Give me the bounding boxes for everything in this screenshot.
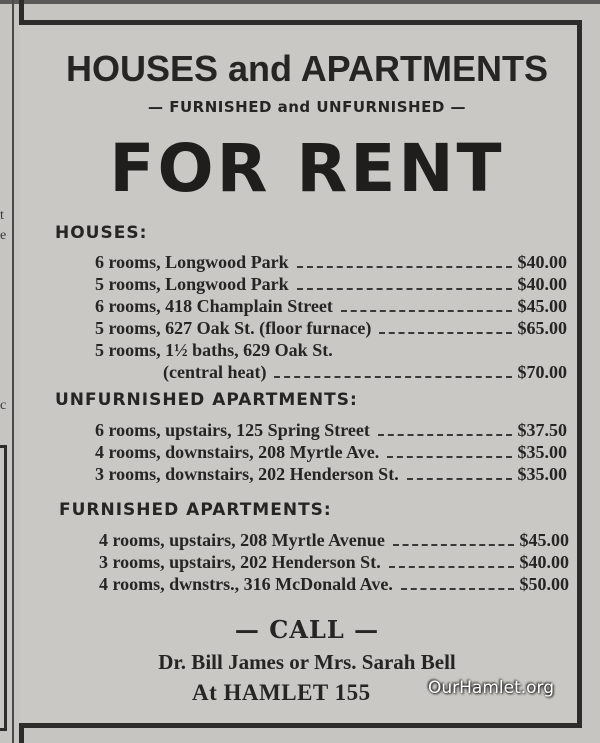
listing-description: 6 rooms, upstairs, 125 Spring Street [95, 420, 370, 440]
watermark: OurHamlet.org [428, 678, 555, 698]
section-heading-furnished: FURNISHED APARTMENTS: [59, 500, 332, 520]
dot-leader [401, 588, 514, 590]
dot-leader [387, 456, 511, 458]
listing-description: 4 rooms, upstairs, 208 Myrtle Avenue [99, 530, 385, 550]
listing-description: 6 rooms, Longwood Park [95, 252, 289, 272]
ad-title: HOUSES and APARTMENTS [65, 48, 549, 89]
contact-names: Dr. Bill James or Mrs. Sarah Bell [158, 650, 456, 674]
section-heading-houses: HOUSES: [55, 223, 148, 243]
contact-phone: At HAMLET 155 [192, 680, 371, 705]
listing-description: 3 rooms, upstairs, 202 Henderson St. [99, 552, 381, 572]
listing-price: $50.00 [519, 574, 569, 594]
list-item [95, 295, 567, 317]
listing-price: $45.00 [519, 530, 569, 550]
list-item [99, 529, 569, 551]
list-item [99, 551, 569, 573]
list-item [95, 419, 567, 441]
unfurnished-list [95, 419, 567, 485]
listing-description: 5 rooms, 1½ baths, 629 Oak St. [95, 340, 333, 360]
dot-leader [379, 332, 511, 334]
listing-price: $35.00 [517, 442, 567, 462]
listing-price: $40.00 [517, 274, 567, 294]
listing-description: 4 rooms, dwnstrs., 316 McDonald Ave. [99, 574, 393, 594]
section-heading-unfurnished: UNFURNISHED APARTMENTS: [55, 390, 358, 410]
listing-price: $37.50 [517, 420, 567, 440]
dot-leader [274, 376, 511, 378]
list-item [95, 463, 567, 485]
dot-leader [389, 566, 514, 568]
adjacent-ad-border [0, 445, 7, 731]
listing-description: 5 rooms, Longwood Park [95, 274, 289, 294]
list-item-continued [95, 361, 567, 383]
list-item [99, 573, 569, 595]
margin-fragment: c [0, 398, 7, 413]
column-rule [12, 0, 14, 743]
listing-price: $35.00 [517, 464, 567, 484]
houses-list [95, 251, 567, 383]
margin-fragment: e [0, 228, 7, 243]
list-item [95, 273, 567, 295]
list-item [95, 441, 567, 463]
call-heading: — CALL — [234, 615, 380, 644]
list-item [95, 251, 567, 273]
furnished-list [99, 529, 569, 595]
listing-price: $40.00 [517, 252, 567, 272]
margin-fragment: t [0, 208, 4, 223]
listing-description: 5 rooms, 627 Oak St. (floor furnace) [95, 318, 372, 338]
list-item [95, 317, 567, 339]
ad-subtitle: — FURNISHED and UNFURNISHED — [148, 98, 466, 116]
dot-leader [407, 478, 512, 480]
list-item [95, 339, 567, 361]
page-top-rule [0, 0, 600, 4]
listing-description: 3 rooms, downstairs, 202 Henderson St. [95, 464, 399, 484]
dot-leader [393, 544, 514, 546]
dot-leader [297, 288, 512, 290]
listing-price: $45.00 [517, 296, 567, 316]
listing-description: 4 rooms, downstairs, 208 Myrtle Ave. [95, 442, 380, 462]
dot-leader [297, 266, 512, 268]
dot-leader [378, 434, 512, 436]
listing-price: $40.00 [519, 552, 569, 572]
rental-ad [19, 20, 582, 728]
listing-price: $70.00 [517, 362, 567, 382]
listing-description-continued: (central heat) [163, 362, 267, 382]
listing-description: 6 rooms, 418 Champlain Street [95, 296, 333, 316]
ad-headline: FOR RENT [109, 130, 505, 207]
dot-leader [341, 310, 512, 312]
listing-price: $65.00 [517, 318, 567, 338]
